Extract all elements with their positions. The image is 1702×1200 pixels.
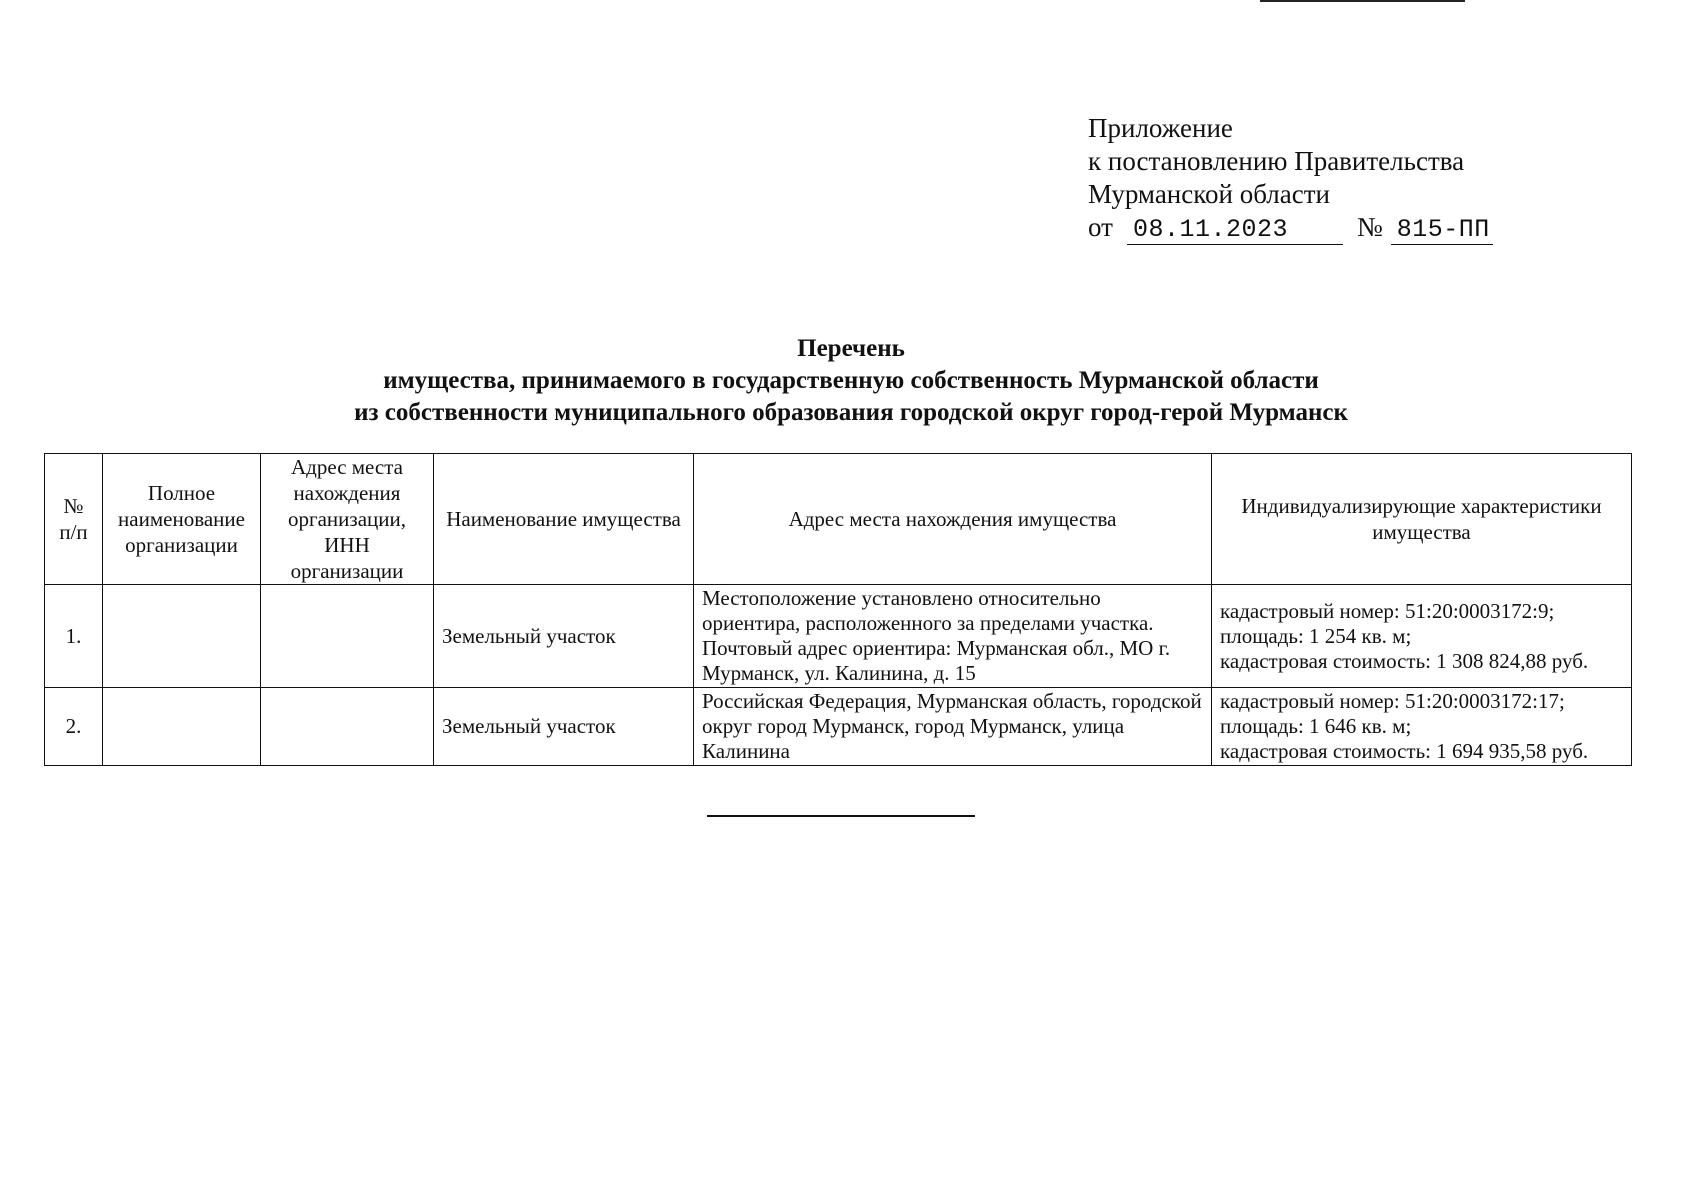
cadastral-value: кадастровая стоимость: 1 694 935,58 руб.: [1220, 739, 1589, 763]
header-org-name: Полное наименование организации: [103, 454, 261, 585]
table-header-row: [45, 454, 1632, 585]
row-number: 1.: [45, 585, 103, 688]
cadastral-number: кадастровый номер: 51:20:0003172:17;: [1220, 689, 1565, 713]
area: площадь: 1 254 кв. м;: [1220, 623, 1412, 648]
cadastral-value: кадастровая стоимость: 1 308 824,88 руб.: [1220, 648, 1589, 673]
end-of-list-rule: [707, 815, 975, 817]
org-address-cell: [261, 585, 434, 688]
table-row: [45, 585, 1632, 688]
org-name-cell: [103, 688, 261, 766]
characteristics-cell: [1212, 585, 1632, 688]
title-line-2: имущества, принимаемого в государственную собственность Мурманской области: [383, 367, 1319, 394]
property-name-cell: Земельный участок: [434, 585, 694, 688]
decree-date: 08.11.2023: [1127, 216, 1343, 245]
title-line-3: из собственности муниципального образования городской округ город-герой Мурманск: [354, 399, 1348, 426]
annex-line-3: Мурманской области: [1088, 179, 1330, 209]
property-name-cell: Земельный участок: [434, 688, 694, 766]
header-number: № п/п: [45, 454, 103, 585]
header-property-name: Наименование имущества: [434, 454, 694, 585]
org-address-cell: [261, 688, 434, 766]
document-title: [0, 333, 1702, 429]
header-property-address: Адрес места нахождения имущества: [694, 454, 1212, 585]
property-table: [44, 453, 1632, 766]
table-row: [45, 688, 1632, 766]
annex-block: [1088, 112, 1493, 245]
property-address-cell: Российская Федерация, Мурманская область, городской округ город Мурманск, город Мурманск, улица Калинина: [694, 688, 1212, 766]
area: площадь: 1 646 кв. м;: [1220, 714, 1412, 738]
characteristics-cell: [1212, 688, 1632, 766]
org-name-cell: [103, 585, 261, 688]
title-line-1: Перечень: [797, 335, 905, 362]
annex-line-1: Приложение: [1088, 113, 1233, 143]
cadastral-number: кадастровый номер: 51:20:0003172:9;: [1220, 598, 1555, 623]
date-prefix: от: [1088, 212, 1113, 242]
annex-line-2: к постановлению Правительства: [1088, 146, 1465, 176]
decree-number: 815-ПП: [1391, 216, 1493, 245]
header-characteristics: Индивидуализирующие характеристики имущества: [1212, 454, 1632, 585]
annex-date-line: [1088, 211, 1493, 245]
top-margin-rule: [1260, 0, 1465, 2]
row-number: 2.: [45, 688, 103, 766]
number-label: №: [1356, 212, 1383, 242]
header-org-address: Адрес места нахождения организации, ИНН организации: [261, 454, 434, 585]
property-address-cell: Местоположение установлено относительно ориентира, расположенного за пределами участка. Почтовый адрес ориентира: Мурманская обл., МО г. Мурманск, ул. Калинина, д. 15: [694, 585, 1212, 688]
